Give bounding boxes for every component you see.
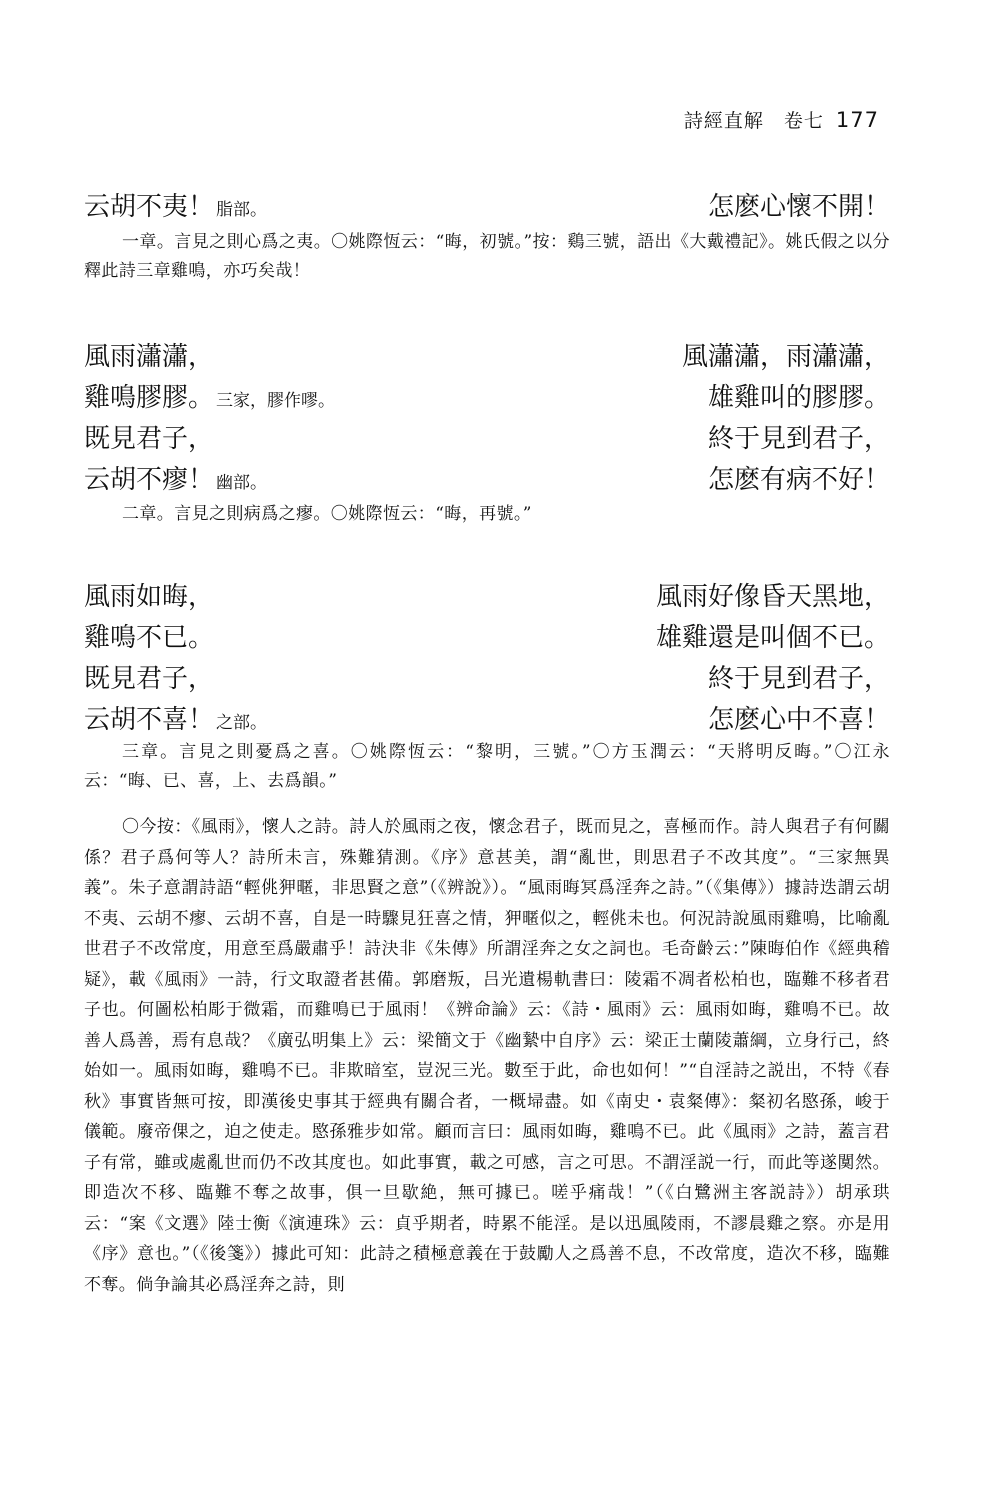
original-line: 風雨如晦， [84,582,215,612]
poem-line [84,699,890,739]
poem-line [84,459,890,499]
rhyme-note: 之部。 [216,713,268,733]
essay-paragraph: 〇今按：《風雨》，懷人之詩。詩人於風雨之夜，懷念君子，既而見之，喜極而作。詩人與君子有何關係？君子爲何等人？詩所未言，殊難猜測。《序》意甚美，謂“亂世，則思君子不改其度”。“三家無異義”。朱子意謂詩語“輕佻狎暱，非思賢之意”（《辨說》）。“風雨晦冥爲淫奔之詩。”（《集傳》）據詩迭謂云胡不夷、云胡不瘳、云胡不喜，自是一時驟見狂喜之情，狎暱似之，輕佻未也。何況詩說風雨雞鳴，比喻亂世君子不改常度，用意至爲嚴肅乎！詩決非《朱傳》所謂淫奔之女之詞也。毛奇齡云：”陳晦伯作《經典稽疑》，載《風雨》一詩，行文取證者甚備。郭磨叛，吕光遺楊軌書曰：陵霜不凋者松柏也，臨難不移者君子也。何圖松柏彫于微霜，而雞鳴已于風雨！《辨命論》云：《詩・風雨》云：風雨如晦，雞鳴不已。故善人爲善，焉有息哉？《廣弘明集上》云：梁簡文于《幽縶中自序》云：梁正士蘭陵蕭綱，立身行己，終始如一。風雨如晦，雞鳴不已。非欺暗室，豈況三光。數至于此，命也如何！”“自淫詩之説出，不特《春秋》事實皆無可按，即漢後史事其于經典有關合者，一概埽盡。如《南史・袁粲傳》：粲初名愍孫，峻于儀範。廢帝倮之，迫之使走。愍孫雅步如常。顧而言曰：風雨如晦，雞鳴不已。此《風雨》之詩，蓋言君子有常，雖或處亂世而仍不改其度也。如此事實，載之可感，言之可思。不謂淫説一行，而此等遂闃然。即造次不移、臨難不奪之故事，俱一旦歇絶，無可據已。嗟乎痛哉！”（《白鷺洲主客説詩》）胡承珙云：“案《文選》陸士衡《演連珠》云：貞乎期者，時累不能淫。是以迅風陵雨，不謬晨雞之察。亦是用《序》意也。”（《後箋》）據此可知：此詩之積極意義在于鼓勵人之爲善不息，不改常度，造次不移，臨難不奪。倘争論其必爲淫奔之詩，則 [84,817,890,1295]
commentary-3: 三章。言見之則憂爲之喜。〇姚際恆云：“黎明，三號。”〇方玉潤云：“天將明反晦。”〇江永云：“晦、已、喜，上、去爲韻。” [84,742,890,791]
original-line: 既見君子， [84,424,215,454]
header-title: 詩經直解 卷七 [683,110,824,132]
poem-line [84,576,890,616]
original-line: 雞鳴不已。 [84,623,215,653]
translation-line: 風瀟瀟，雨瀟瀟， [681,342,890,372]
translation-line: 怎麽有病不好！ [707,465,890,495]
original-line: 云胡不瘳！ [84,465,215,495]
commentary-2: 二章。言見之則病爲之瘳。〇姚際恆云：“晦，再號。” [122,504,532,524]
poem-line [84,186,890,226]
original-line: 既見君子， [84,664,215,694]
original-line: 云胡不夷！ [84,192,215,222]
translation-line: 怎麽心中不喜！ [707,705,890,735]
running-header [684,106,879,133]
original-line: 雞鳴膠膠。 [84,383,215,413]
commentary-1: 一章。言見之則心爲之夷。〇姚際恆云：“晦，初號。”按：鷄三號，語出《大戴禮記》。姚氏假之以分釋此詩三章雞鳴，亦巧矣哉！ [84,232,890,281]
translation-line: 怎麽心懷不開！ [707,192,890,222]
original-line: 云胡不喜！ [84,705,215,735]
poem-line [84,377,890,417]
rhyme-note: 幽部。 [216,473,268,493]
translation-line: 雄雞還是叫個不已。 [655,623,890,653]
variant-note: 三家，膠作嘐。 [216,391,336,411]
rhyme-note: 脂部。 [216,200,268,220]
translation-line: 終于見到君子， [707,424,890,454]
poem-line [84,418,890,458]
translation-line: 風雨好像昏天黑地， [655,582,890,612]
translation-line: 終于見到君子， [707,664,890,694]
poem-line [84,617,890,657]
original-line: 風雨瀟瀟， [84,342,215,372]
poem-line [84,658,890,698]
poem-line [84,336,890,376]
translation-line: 雄雞叫的膠膠。 [707,383,890,413]
page-number: 177 [835,108,879,132]
